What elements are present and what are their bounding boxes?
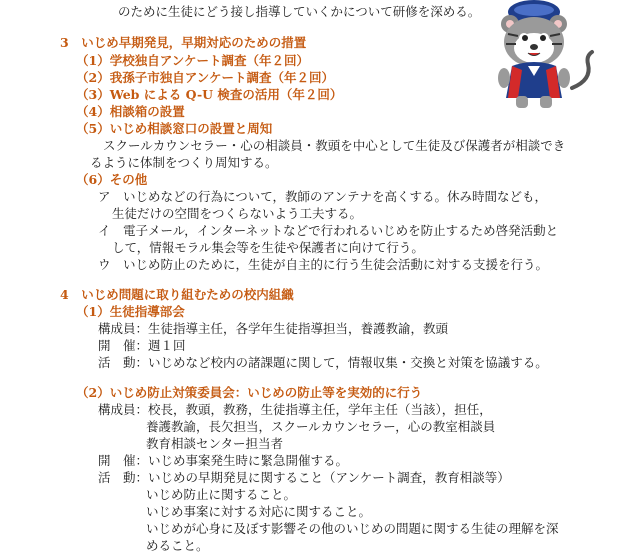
item6-b-line-1: イ 電子メール，インターネットなどで行われるいじめを防止するため啓発活動と [98, 223, 559, 238]
sub2-schedule: 開 催：いじめ事案発生時に緊急開催する。 [98, 453, 349, 468]
sub2-members-line-3: 教育相談センター担当者 [146, 436, 284, 451]
item5-body-line-2: るように体制をつくり周知する。 [90, 155, 278, 170]
sub1-members: 構成員：生徒指導主任，各学年生徒指導担当，養護教諭，教頭 [98, 321, 449, 336]
sub2-members-line-1: 構成員：校長，教頭，教務，生徒指導主任，学年主任（当該），担任， [98, 402, 492, 417]
section3-item-5: （5）いじめ相談窓口の設置と周知 [76, 121, 273, 136]
intro-tail-text: のために生徒にどう接し指導していくかについて研修を深める。 [118, 4, 481, 19]
section4-heading: 4 いじめ問題に取り組むための校内組織 [60, 287, 294, 302]
section4-sub1-heading: （1）生徒指導部会 [76, 304, 185, 319]
section3-item-4: （4）相談箱の設置 [76, 104, 185, 119]
sub2-activity-line-4: いじめが心身に及ぼす影響その他のいじめの問題に関する生徒の理解を深 [146, 521, 559, 536]
tiger-mascot-icon [488, 0, 606, 112]
section3-item-2: （2）我孫子市独自アンケート調査（年２回） [76, 70, 334, 85]
item6-a-line-2: 生徒だけの空間をつくらないよう工夫する。 [112, 206, 363, 221]
sub2-activity-line-3: いじめ事案に対する対応に関すること。 [146, 504, 372, 519]
sub2-activity-line-2: いじめ防止に関すること。 [146, 487, 297, 502]
item6-a-line-1: ア いじめなどの行為について，教師のアンテナを高くする。休み時間なども， [98, 189, 548, 204]
item6-c-line-1: ウ いじめ防止のために，生徒が自主的に行う生徒会活動に対する支援を行う。 [98, 257, 549, 272]
section4-sub2-heading: （2）いじめ防止対策委員会：いじめの防止等を実効的に行う [76, 385, 423, 400]
item5-body-line-1: スクールカウンセラー・心の相談員・教頭を中心として生徒及び保護者が相談でき [103, 138, 566, 153]
section3-item-6: （6）その他 [76, 172, 148, 187]
section3-item-3: （3）Web による Q-U 検査の活用（年２回） [76, 87, 343, 102]
sub2-activity-line-5: めること。 [146, 538, 209, 553]
sub1-activity: 活 動：いじめなど校内の諸課題に関して，情報収集・交換と対策を協議する。 [98, 355, 548, 370]
sub2-activity-line-1: 活 動：いじめの早期発見に関すること（アンケート調査，教育相談等） [98, 470, 510, 485]
sub2-members-line-2: 養護教諭，長欠担当，スクールカウンセラー，心の教室相談員 [146, 419, 496, 434]
sub1-schedule: 開 催：週１回 [98, 338, 186, 353]
section3-item-1: （1）学校独自アンケート調査（年２回） [76, 53, 309, 68]
section3-heading: 3 いじめ早期発見，早期対応のための措置 [60, 35, 307, 50]
item6-b-line-2: して，情報モラル集会等を生徒や保護者に向けて行う。 [112, 240, 424, 255]
